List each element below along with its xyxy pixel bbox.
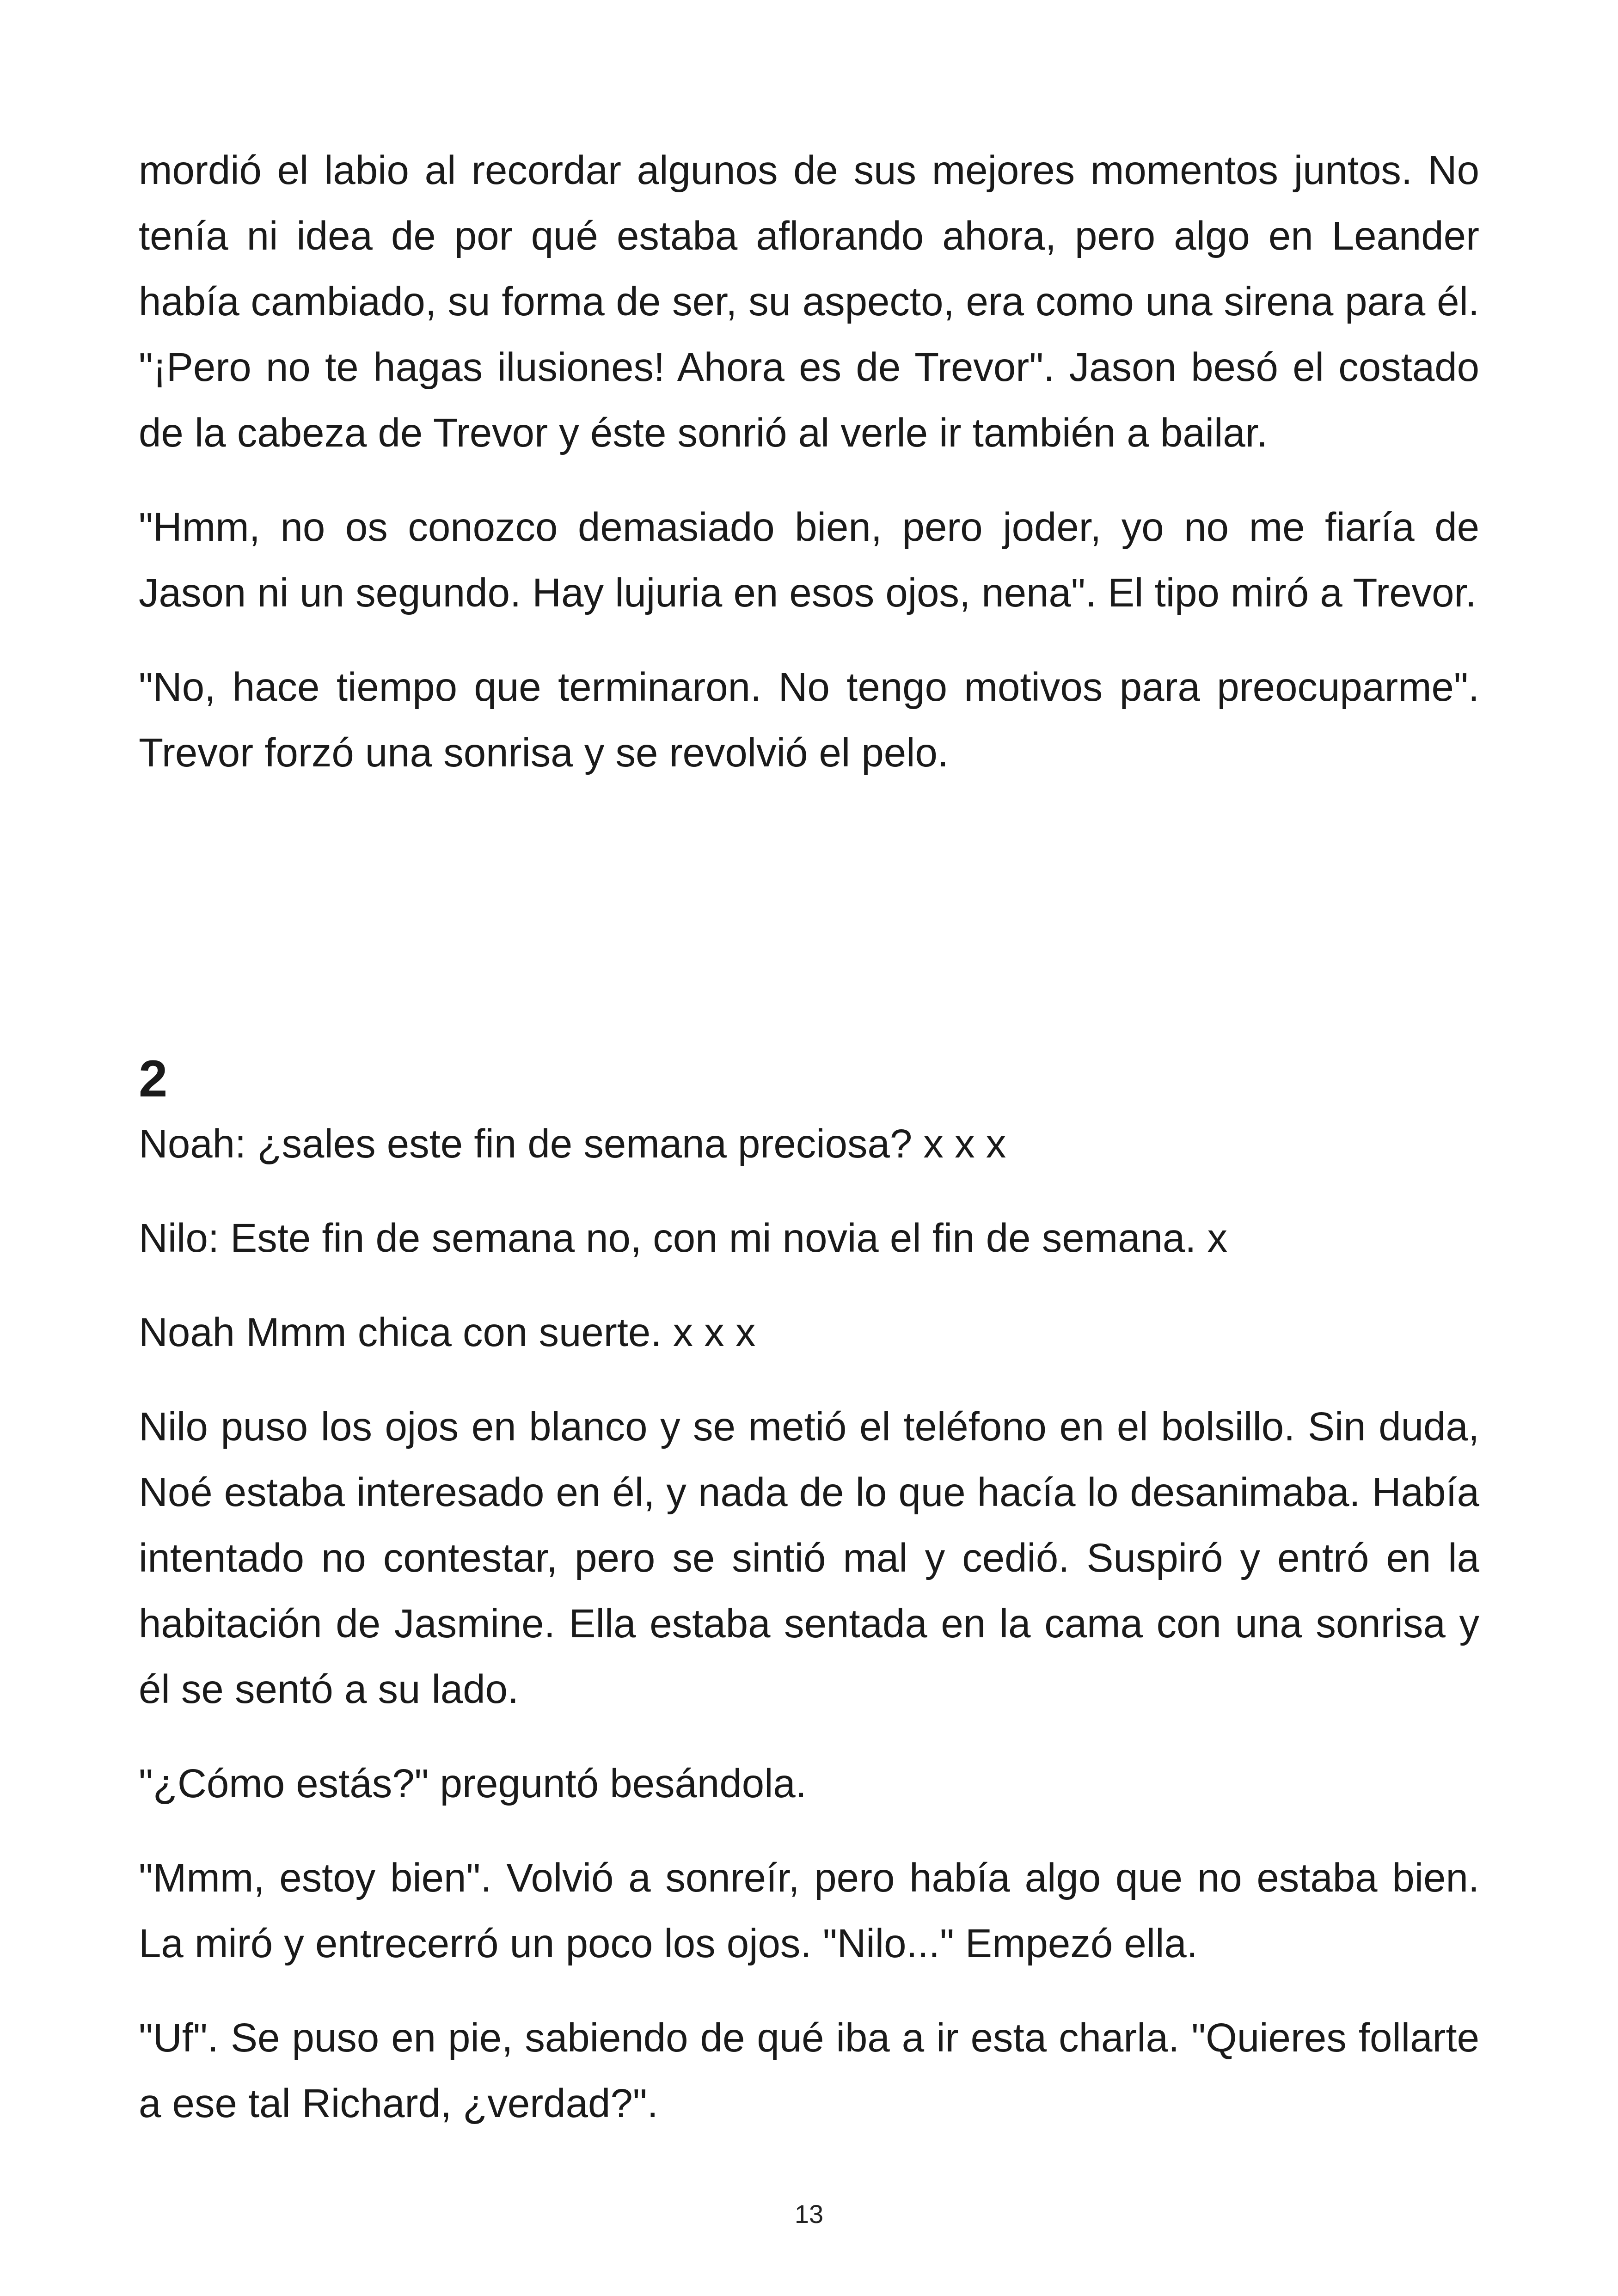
paragraph: mordió el labio al recordar algunos de sus mejores momentos juntos. No tenía ni idea de por qué estaba aflorando ahora, pero algo en Leander había cambiado, su forma de ser, su aspecto, era como una sirena para él. "¡Pero no te hagas ilusiones! Ahora es de Trevor". Jason besó el costado de la cabeza de Trevor y éste sonrió al verle ir también a bailar.: [139, 148, 1479, 455]
paragraph: "No, hace tiempo que terminaron. No tengo motivos para preocuparme". Trevor forzó una sonrisa y se revolvió el pelo.: [139, 665, 1479, 775]
page-number: 13: [794, 2199, 824, 2229]
paragraph: Noah Mmm chica con suerte. x x x: [139, 1310, 756, 1355]
paragraph: "Mmm, estoy bien". Volvió a sonreír, pero había algo que no estaba bien. La miró y entrecerró un poco los ojos. "Nilo..." Empezó ella.: [139, 1855, 1479, 1966]
chapter-heading: 2: [139, 1050, 168, 1108]
section-one-text: [139, 138, 1479, 786]
paragraph: Nilo puso los ojos en blanco y se metió el teléfono en el bolsillo. Sin duda, Noé estaba interesado en él, y nada de lo que hacía lo desanimaba. Había intentado no contestar, pero se sintió mal y cedió. Suspiró y entró en la habitación de Jasmine. Ella estaba sentada en la cama con una sonrisa y él se sentó a su lado.: [139, 1404, 1479, 1712]
chapter-section: [139, 1047, 1479, 2137]
paragraph: "Hmm, no os conozco demasiado bien, pero joder, yo no me fiaría de Jason ni un segundo. Hay lujuria en esos ojos, nena". El tipo miró a Trevor.: [139, 505, 1479, 615]
paragraph: Nilo: Este fin de semana no, con mi novia el fin de semana. x: [139, 1216, 1228, 1261]
paragraph: Noah: ¿sales este fin de semana preciosa? x x x: [139, 1121, 1006, 1166]
paragraph: "¿Cómo estás?" preguntó besándola.: [139, 1761, 807, 1806]
paragraph: "Uf". Se puso en pie, sabiendo de qué iba a ir esta charla. "Quieres follarte a ese tal Richard, ¿verdad?".: [139, 2015, 1479, 2126]
